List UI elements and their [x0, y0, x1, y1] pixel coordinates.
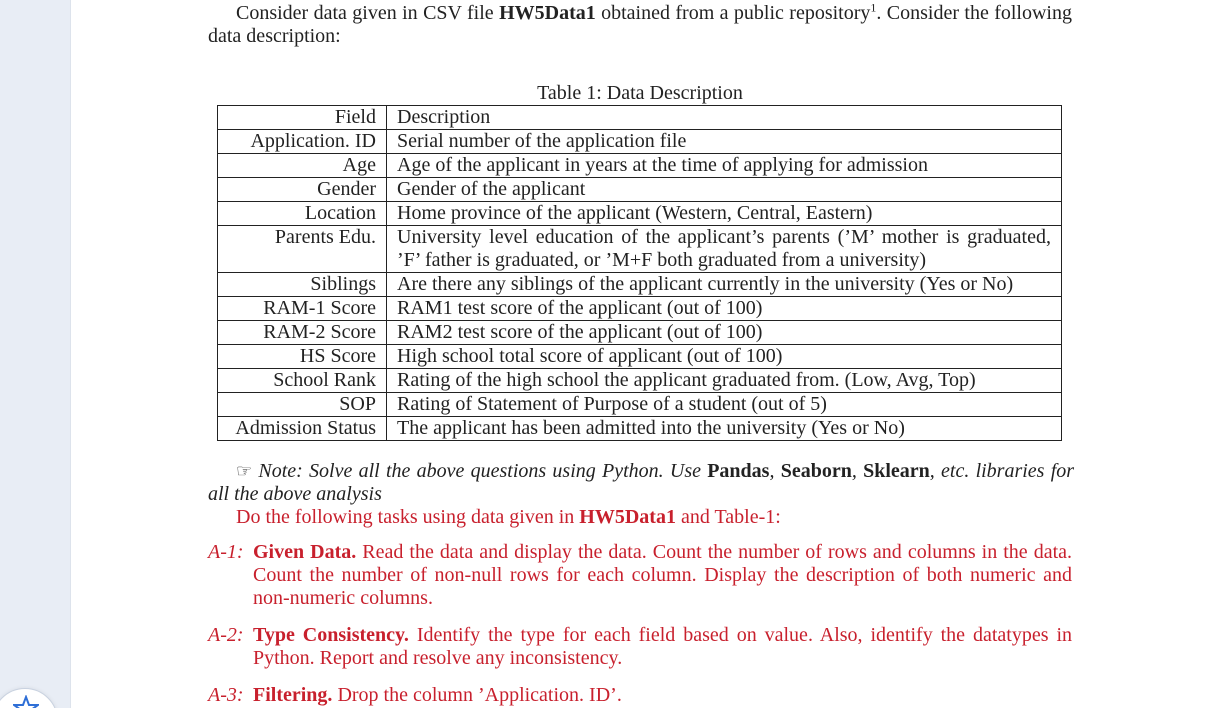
field-description-cell: Home province of the applicant (Western, Central, Eastern): [387, 202, 1062, 226]
header-description: Description: [387, 106, 1062, 130]
field-name-cell: RAM-2 Score: [218, 321, 387, 345]
table-row: [218, 321, 1062, 345]
field-name-cell: SOP: [218, 393, 387, 417]
field-description-cell: High school total score of applicant (out of 100): [387, 345, 1062, 369]
tasks-intro-text-2: and Table-1:: [675, 506, 781, 528]
field-name-cell: RAM-1 Score: [218, 297, 387, 321]
task-text: Identify the type for each field based on value. Also, identify the datatypes in Python. Report and resolve any inconsistency.: [253, 624, 1073, 669]
field-name-cell: Age: [218, 154, 387, 178]
table-header-row: [218, 106, 1062, 130]
task-a1: [208, 541, 1072, 610]
table-row: [218, 202, 1062, 226]
task-number: A-2:: [208, 624, 244, 646]
field-description-cell: Gender of the applicant: [387, 178, 1062, 202]
field-name-cell: Admission Status: [218, 417, 387, 441]
field-name-cell: Siblings: [218, 273, 387, 297]
field-description-cell: The applicant has been admitted into the university (Yes or No): [387, 417, 1062, 441]
field-description-cell: Are there any siblings of the applicant currently in the university (Yes or No): [387, 273, 1062, 297]
library-pandas: Pandas: [707, 460, 770, 482]
task-text: Read the data and display the data. Count the number of rows and columns in the data. Count the number of non-null rows for each column. Display the description of both numeric and non-numeric columns.: [253, 541, 1073, 609]
table-row: [218, 130, 1062, 154]
field-name-cell: Gender: [218, 178, 387, 202]
field-description-cell: University level education of the applicant’s parents (’M’ mother is graduated, ’F’ father is graduated, or ’M+F both graduated from a university): [387, 226, 1062, 273]
task-title: Filtering.: [253, 684, 333, 706]
pointing-hand-icon: ☞: [236, 461, 253, 481]
task-text: Drop the column ’Application. ID’.: [332, 684, 622, 706]
task-title: Given Data.: [253, 541, 357, 563]
note-text-2: , etc. libraries for all the above analysis: [208, 460, 1075, 505]
field-description-cell: RAM2 test score of the applicant (out of 100): [387, 321, 1062, 345]
tasks-intro-filename: HW5Data1: [579, 506, 676, 528]
library-seaborn: Seaborn: [780, 460, 852, 482]
table-row: [218, 178, 1062, 202]
star-icon: [13, 695, 39, 708]
left-sidebar: [0, 0, 71, 708]
table-row: [218, 297, 1062, 321]
field-description-cell: Rating of the high school the applicant graduated from. (Low, Avg, Top): [387, 369, 1062, 393]
intro-text-2: obtained from a public repository: [595, 2, 871, 24]
table-row: [218, 417, 1062, 441]
task-a3: [208, 684, 1072, 707]
task-number: A-3:: [208, 684, 244, 706]
task-a2: [208, 624, 1072, 670]
table-row: [218, 154, 1062, 178]
intro-text: Consider data given in CSV file: [236, 2, 500, 24]
tasks-intro: [236, 506, 781, 529]
intro-text-3: . Consider the following data description:: [208, 2, 1072, 47]
field-name-cell: Application. ID: [218, 130, 387, 154]
header-field: Field: [218, 106, 387, 130]
field-name-cell: Location: [218, 202, 387, 226]
field-description-cell: Rating of Statement of Purpose of a student (out of 5): [387, 393, 1062, 417]
footnote-mark[interactable]: 1: [870, 0, 877, 15]
note-sep: ,: [769, 460, 781, 482]
table-row: [218, 369, 1062, 393]
field-name-cell: School Rank: [218, 369, 387, 393]
field-description-cell: RAM1 test score of the applicant (out of 100): [387, 297, 1062, 321]
table-row: [218, 273, 1062, 297]
task-number: A-1:: [208, 541, 244, 563]
note-sep: ,: [851, 460, 864, 482]
table-row: [218, 226, 1062, 273]
field-description-cell: Age of the applicant in years at the time of applying for admission: [387, 154, 1062, 178]
tasks-intro-text: Do the following tasks using data given in: [236, 506, 580, 528]
library-sklearn: Sklearn: [863, 460, 930, 482]
table-row: [218, 393, 1062, 417]
task-title: Type Consistency.: [253, 624, 409, 646]
field-description-cell: Serial number of the application file: [387, 130, 1062, 154]
data-description-table: [217, 105, 1062, 441]
field-name-cell: HS Score: [218, 345, 387, 369]
intro-filename: HW5Data1: [499, 2, 596, 24]
table-caption: Table 1: Data Description: [537, 82, 743, 104]
intro-paragraph: [208, 2, 1072, 48]
field-name-cell: Parents Edu.: [218, 226, 387, 273]
note-paragraph: [208, 460, 1074, 506]
note-text: Note: Solve all the above questions using Python. Use: [258, 460, 708, 482]
table-row: [218, 345, 1062, 369]
